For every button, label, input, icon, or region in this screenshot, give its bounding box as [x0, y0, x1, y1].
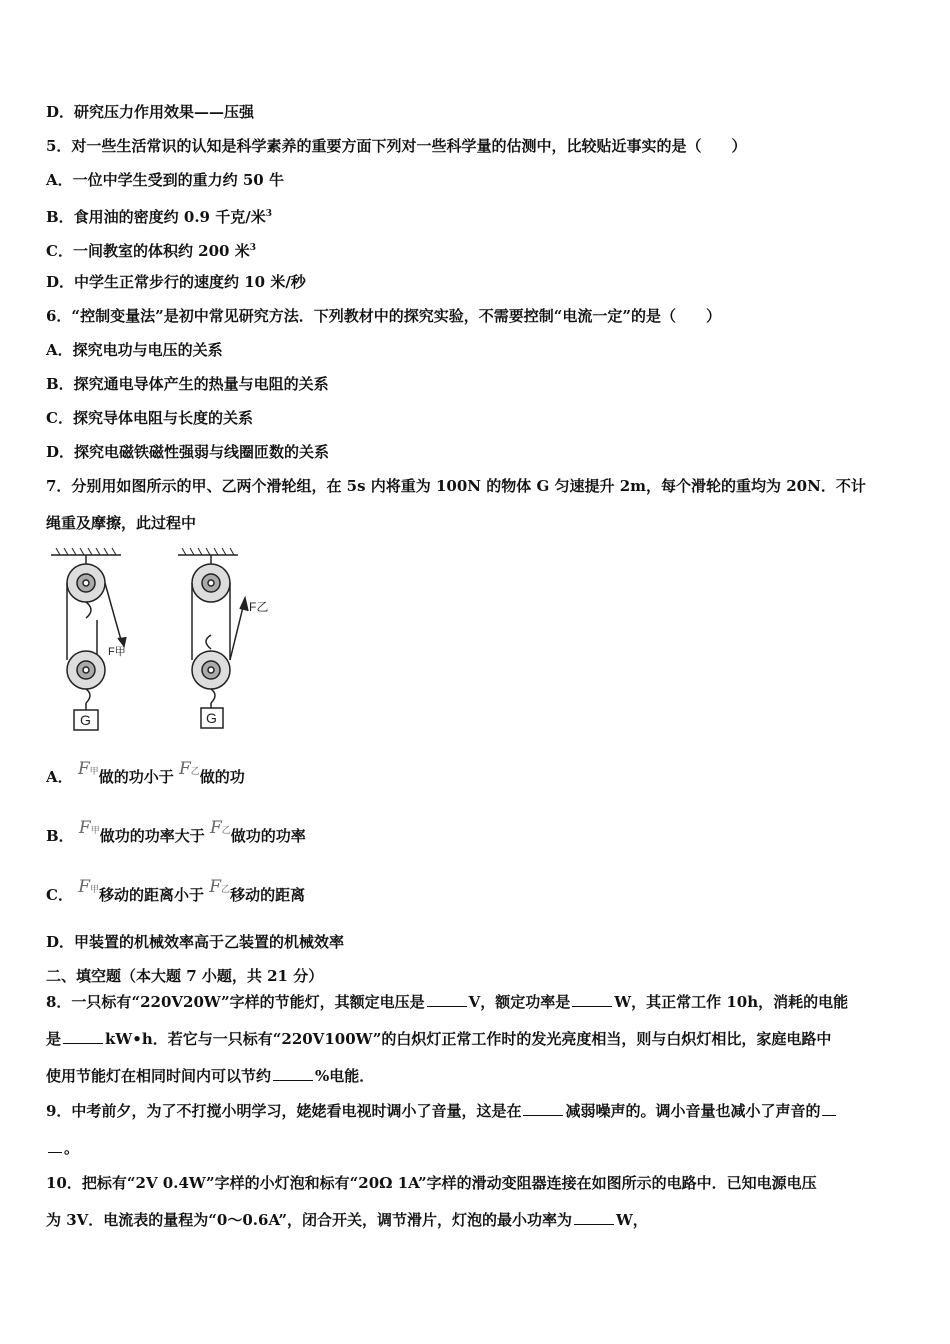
option-label: C． [46, 886, 73, 904]
jia-weight-label: G [80, 712, 91, 728]
answer-blank[interactable] [822, 1101, 836, 1116]
q8-line3: 使用节能灯在相同时间内可以节约 %电能． [46, 1067, 375, 1085]
q7-option-d: D．甲装置的机械效率高于乙装置的机械效率 [46, 933, 345, 951]
answer-blank[interactable] [48, 1138, 62, 1153]
q5-option-b-sup: 3 [265, 209, 272, 219]
q10-line2: 为 3V．电流表的量程为“0～0.6A”，闭合开关，调节滑片，灯泡的最小功率为 W， [46, 1211, 648, 1229]
q5-option-b-text: B．食用油的密度约 0.9 千克/米 [46, 208, 266, 226]
f-jia-symbol: F甲 [78, 818, 100, 838]
q5-option-b [46, 204, 272, 227]
f-yi-symbol: F乙 [209, 818, 231, 838]
q7-option-a [46, 759, 245, 790]
q4-option-d: D．研究压力作用效果——压强 [46, 103, 255, 121]
f-yi-symbol: F乙 [209, 877, 231, 897]
q6-option-b: B．探究通电导体产生的热量与电阻的关系 [46, 375, 329, 393]
q9-line1: 9．中考前夕，为了不打搅小明学习，姥姥看电视时调小了音量，这是在 减弱噪声的。调小音量也减小了声音的 [46, 1101, 838, 1121]
q6-option-a: A．探究电功与电压的关系 [46, 341, 223, 359]
q5-stem: 5．对一些生活常识的认知是科学素养的重要方面下列对一些科学量的估测中，比较贴近事实的是（ ） [46, 137, 747, 155]
option-label: A． [46, 768, 73, 786]
answer-blank[interactable] [63, 1029, 103, 1044]
q9-line2: 。 [46, 1138, 79, 1158]
q6-option-d: D．探究电磁铁磁性强弱与线圈匝数的关系 [46, 443, 330, 461]
f-yi-symbol: F乙 [178, 759, 200, 779]
q7-stem-line2: 绳重及摩擦，此过程中 [46, 514, 197, 532]
q7-option-c [46, 877, 306, 908]
pulley-figure [46, 545, 286, 735]
answer-blank[interactable] [572, 992, 612, 1007]
q6-stem: 6．“控制变量法”是初中常见研究方法．下列教材中的探究实验，不需要控制“电流一定”的是（ ） [46, 307, 721, 325]
q5-option-d: D．中学生正常步行的速度约 10 米/秒 [46, 273, 306, 291]
f-jia-label: F甲 [108, 646, 126, 658]
answer-blank[interactable] [427, 992, 467, 1007]
answer-blank[interactable] [574, 1210, 614, 1225]
option-text: 做的功小于 [98, 768, 174, 786]
f-jia-symbol: F甲 [77, 759, 99, 779]
q5-option-a: A．一位中学生受到的重力约 50 牛 [46, 171, 284, 189]
q8-line1: 8．一只标有“220V20W”字样的节能灯，其额定电压是 V，额定功率是 W，其正常工作 10h，消耗的电能 [46, 993, 849, 1011]
q8-line2: 是 kW•h．若它与一只标有“220V100W”的白炽灯正常工作时的发光亮度相当，则与白炽灯相比，家庭电路中 [46, 1030, 832, 1048]
q7-stem-line1: 7．分别用如图所示的甲、乙两个滑轮组，在 5s 内将重为 100N 的物体 G 匀速提升 2m，每个滑轮的重均为 20N．不计 [46, 477, 866, 495]
q5-option-c-text: C．一间教室的体积约 200 米 [46, 242, 250, 260]
option-label: B． [46, 827, 74, 845]
q5-option-c [46, 238, 256, 261]
section-2-heading: 二、填空题（本大题 7 小题，共 21 分） [46, 967, 324, 985]
f-jia-symbol: F甲 [78, 877, 99, 897]
option-text: 做功的功率大于 [99, 827, 205, 845]
q5-option-c-sup: 3 [249, 243, 256, 253]
option-text: 移动的距离 [230, 886, 306, 904]
q10-line1: 10．把标有“2V 0.4W”字样的小灯泡和标有“20Ω 1A”字样的滑动变阻器连接在如图所示的电路中．已知电源电压 [46, 1174, 817, 1192]
q6-option-c: C．探究导体电阻与长度的关系 [46, 409, 253, 427]
answer-blank[interactable] [273, 1066, 313, 1081]
yi-weight-label: G [206, 710, 217, 726]
option-text: 做功的功率 [230, 827, 306, 845]
option-text: 移动的距离小于 [99, 886, 205, 904]
option-text: 做的功 [199, 768, 245, 786]
q7-option-b [46, 818, 306, 849]
f-yi-label: F乙 [249, 600, 269, 614]
answer-blank[interactable] [523, 1101, 563, 1116]
